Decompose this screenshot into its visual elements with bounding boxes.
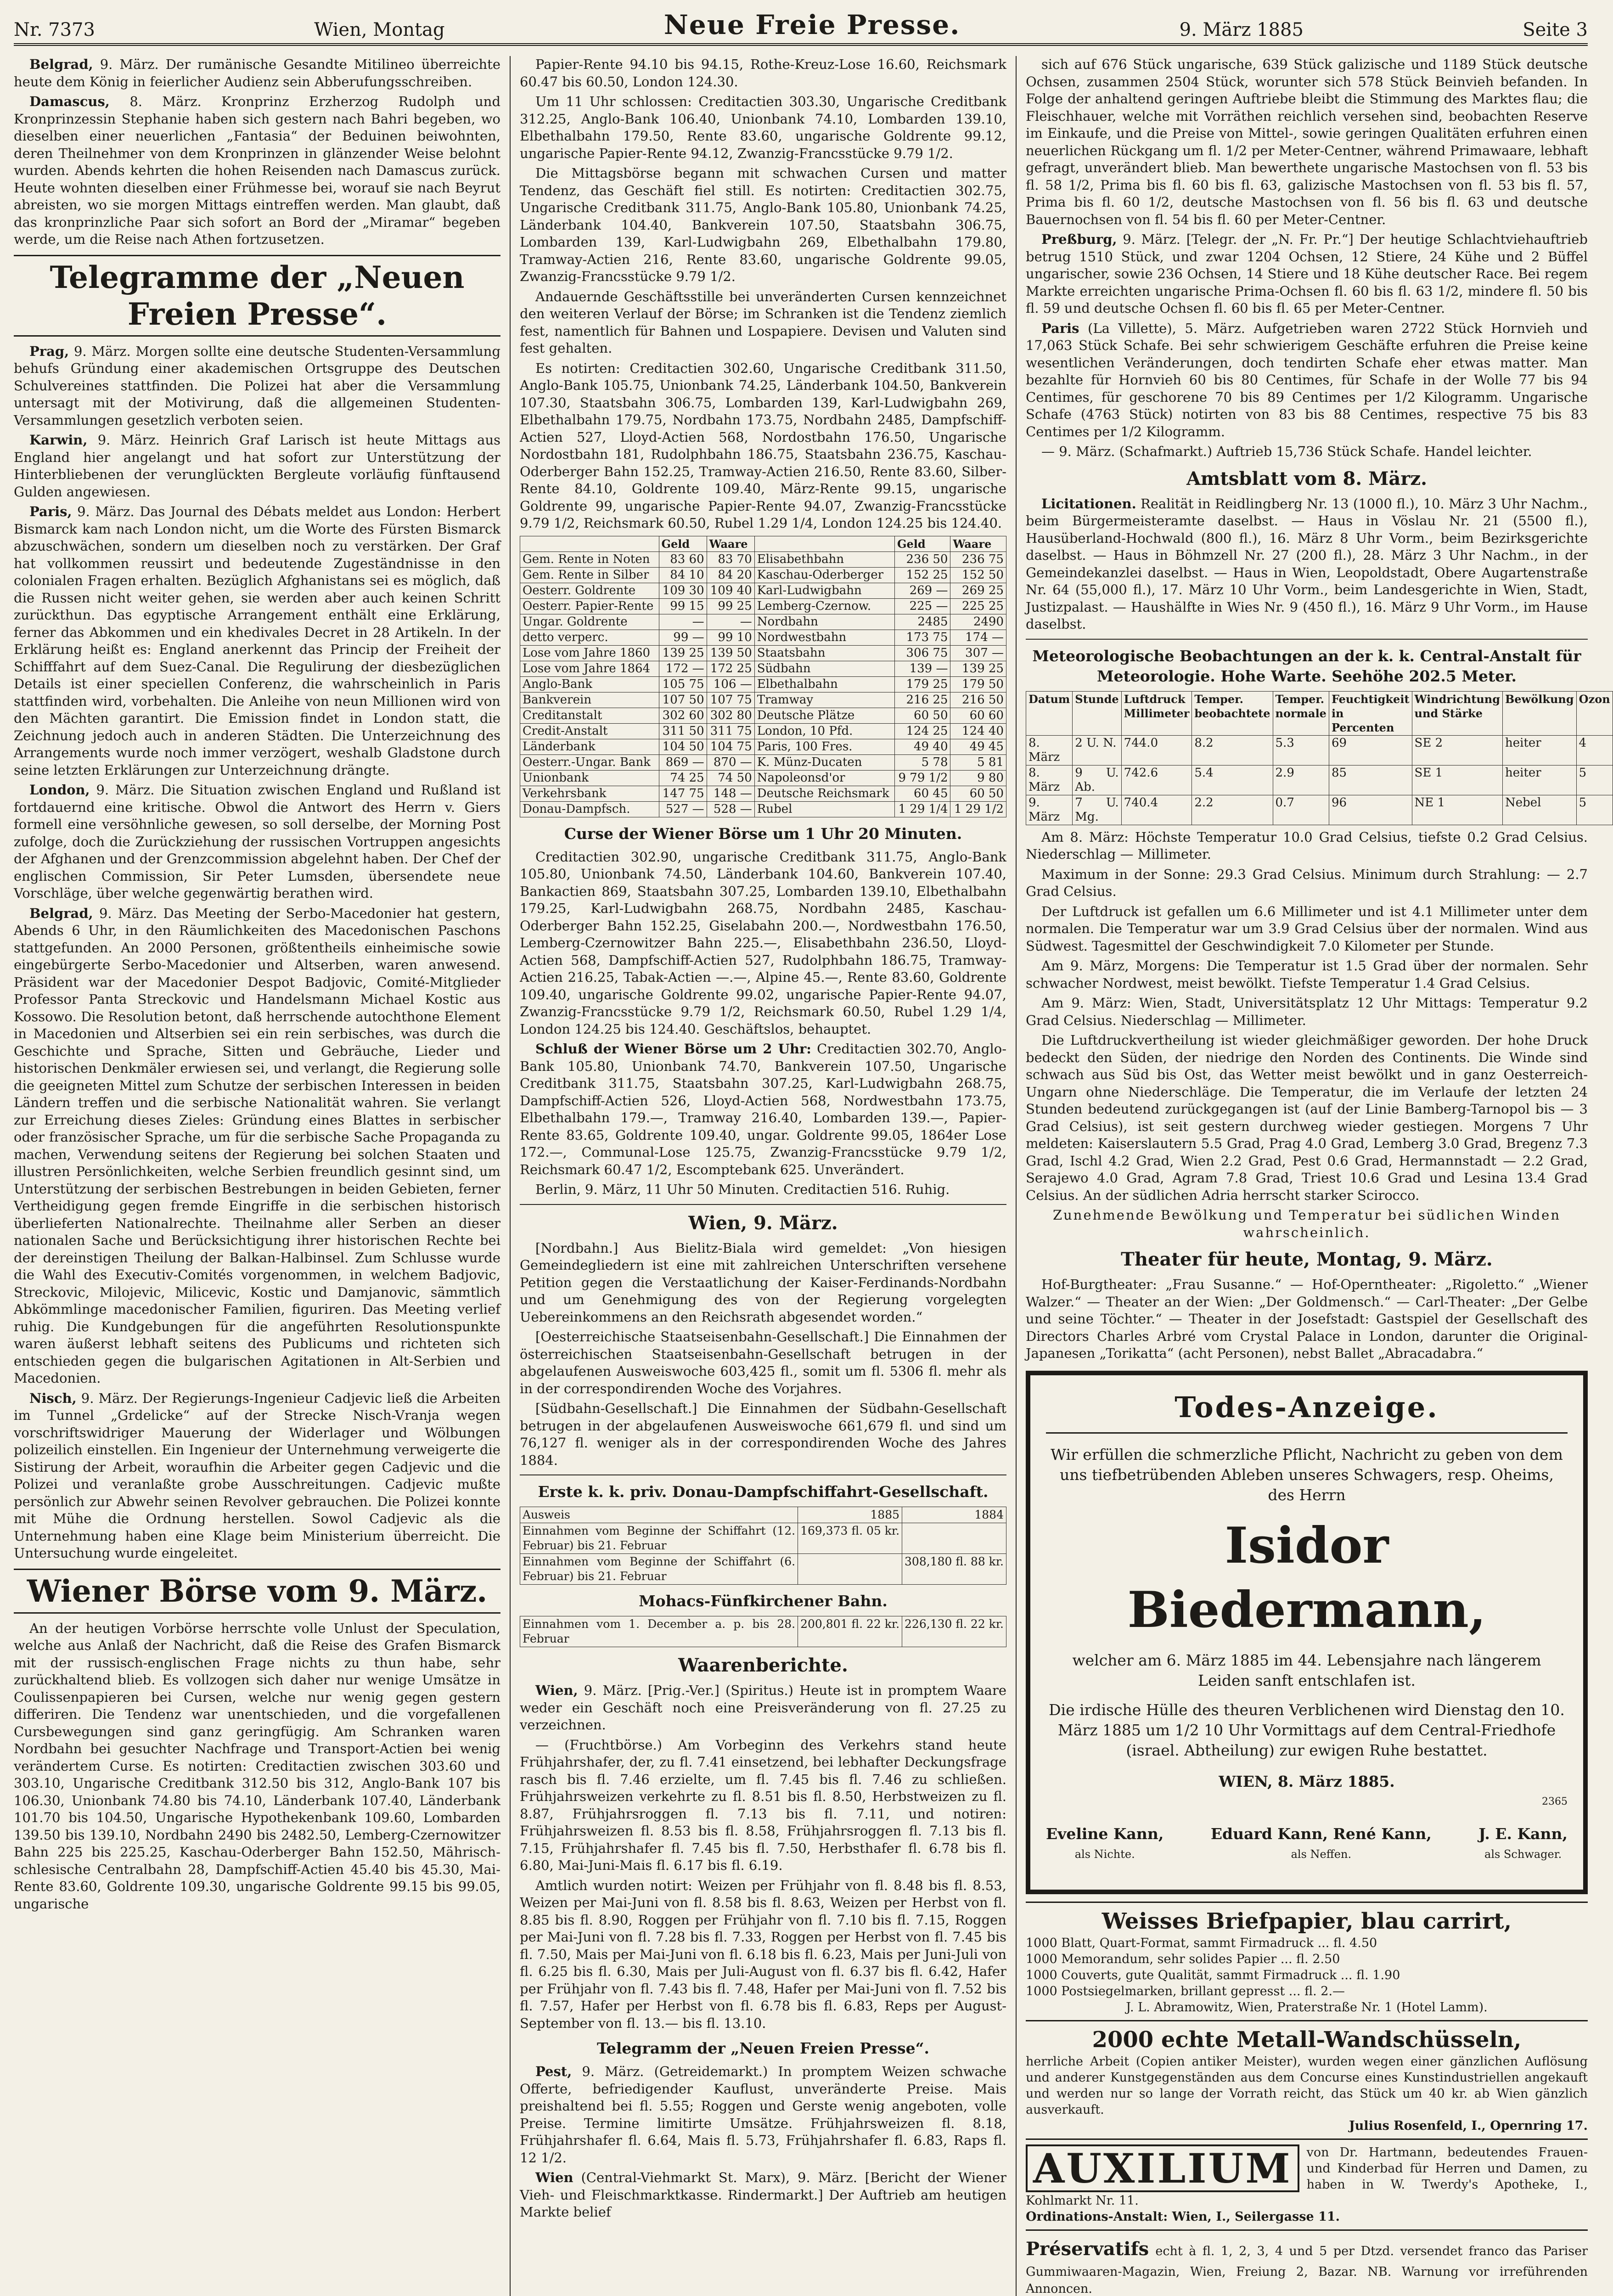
column-3	[1026, 56, 1610, 2296]
signer-2: Eduard Kann, René Kann, als Neffen.	[1210, 1824, 1432, 1861]
mohacs-value-1884: 226,130 fl. 22 kr.	[902, 1616, 1006, 1647]
table-cell: Deutsche Plätze	[754, 708, 894, 723]
viehmarkt-cont: sich auf 676 Stück ungarische, 639 Stück galizische und 1189 Stück deutsche Ochsen, zusammen 2504 Stück, worunter sich 578 Stück Beinvieh befanden. In Folge der anhaltend geringen Auftriebe bleibt die Stimmung des Marktes flau; die Fleischhauer, welche mit Vorräthen reichlich versehen sind, beobachten Reserve im Einkaufe, und die Preise von Mittel-, sowie geringen Qualitäten erfuhren einen neuerlichen Rückgang um fl. 1/2 per Meter-Centner, während Primawaare, lebhaft gefragt, unverändert blieb. Man bewerthete ungarische Mastochsen von fl. 53 bis fl. 58 1/2, Prima bis fl. 60 bis fl. 63, galizische Mastochsen von fl. 53 bis fl. 57, Prima bis fl. 60 1/2, deutsche Mastochsen von fl. 56 bis fl. 63 und deutsche Bauernochsen von fl. 54 bis fl. 60 per Meter-Centner.	[1026, 56, 1588, 227]
table-cell: Staatsbahn	[754, 645, 894, 661]
ad-briefpapier-firm: J. L. Abramowitz, Wien, Praterstraße Nr. 1 (Hotel Lamm).	[1126, 2000, 1488, 2015]
mohacs-row: Einnahmen vom 1. December a. p. bis 28. Februar	[520, 1616, 798, 1647]
table-cell: 148 —	[707, 786, 754, 801]
table-cell: 2.2	[1192, 795, 1273, 825]
table-cell: 869 —	[659, 754, 707, 770]
table-cell: Oesterr. Papier-Rente	[520, 598, 659, 614]
meteo-header-cell: Stunde	[1073, 691, 1121, 735]
boerse-header-cell	[520, 536, 659, 551]
donau-heading: Erste k. k. priv. Donau-Dampfschiffahrt-Gesellschaft.	[538, 1483, 989, 1501]
ad-wandschuesseln-firm: Julius Rosenfeld, I., Opernring 17.	[1349, 2118, 1588, 2133]
table-cell: Gem. Rente in Silber	[520, 567, 659, 583]
table-row	[520, 708, 1006, 723]
table-cell: 106 —	[707, 676, 754, 692]
table-cell: 2485	[895, 614, 950, 630]
table-cell: Anglo-Bank	[520, 676, 659, 692]
waaren-heading: Waarenberichte.	[678, 1654, 848, 1676]
boerse-header-cell	[754, 536, 894, 551]
table-cell: 107 75	[707, 692, 754, 708]
list-item: 1000 Blatt, Quart-Format, sammt Firmadruck ... fl. 4.50	[1026, 1936, 1377, 1950]
ad-briefpapier-title: Weisses Briefpapier, blau carrirt,	[1102, 1908, 1512, 1934]
table-cell: 269 —	[895, 583, 950, 598]
meteo-header-cell: Feuchtigkeit in Percenten	[1329, 691, 1412, 735]
table-cell: London, 10 Pfd.	[754, 723, 894, 739]
boerse-cont-2: Um 11 Uhr schlossen: Creditactien 303.30, Ungarische Creditbank 312.25, Anglo-Bank 106.40, Unionbank 74.10, Lombarden 139.10, Elbethalbahn 179.50, Rente 83.60, ungarische Goldrente 99.12, ungarische Papier-Rente 94.12, Zwanzig-Francsstücke 9.79 1/2.	[520, 94, 1006, 161]
table-cell: 8. März	[1026, 735, 1073, 765]
table-cell: Unionbank	[520, 770, 659, 786]
spiritus-text: Wien, 9. März. [Prig.-Ver.] (Spiritus.) Heute ist in promptem Waare weder ein Geschäft noch eine Preisveränderung von fl. 27.25 zu verzeichnen.	[520, 1683, 1006, 1733]
death-notice-body: welcher am 6. März 1885 im 44. Lebensjahre nach längerem Leiden sanft entschlafen ist.	[1072, 1651, 1541, 1689]
table-cell: 5.3	[1273, 735, 1329, 765]
table-cell: —	[707, 614, 754, 630]
paris-villette-text: Paris (La Villette), 5. März. Aufgetrieben waren 2722 Stück Hornvieh und 17,063 Stück Schafe. Bei sehr schwierigem Geschäfte erfuhren die Preise keine wesentlichen Veränderungen, doch tendirten Schafe eher etwas matter. Man bezahlte für Hornvieh 60 bis 80 Centimes, für Schafe in der Wolle 77 bis 94 Centimes, für geschorene 70 bis 89 Centimes per 1/2 Kilogramm. Ungarische Schafe (4763 Stück) notirten von 83 bis 88 Centimes, respective 75 bis 83 Centimes per 1/2 Kilogramm.	[1026, 320, 1588, 439]
meteo-heading: Meteorologische Beobachtungen an der k. k. Central-Anstalt für Meteorologie. Hohe Warte. Seehöhe 202.5 Meter.	[1032, 647, 1581, 685]
masthead	[14, 9, 1588, 46]
schafmarkt-text: — 9. März. (Schafmarkt.) Auftrieb 15,736 Stück Schafe. Handel leichter.	[1041, 444, 1532, 459]
mohacs-value-1885: 200,801 fl. 22 kr.	[798, 1616, 902, 1647]
ad-wandschuesseln-title: 2000 echte Metall-Wandschüsseln,	[1092, 2026, 1522, 2053]
table-cell: Lose vom Jahre 1860	[520, 645, 659, 661]
article-damascus: Damascus, 8. März. Kronprinz Erzherzog Rudolph und Kronprinzessin Stephanie haben sich gestern nach Bahri begeben, wo dieselben einer neuerlichen „Fantasia“ der Beduinen beiwohnten, deren Theilnehmer von dem Kronprinzen in glänzender Weise belohnt wurden. Abends kehrten die hohen Reisenden nach Damascus zurück. Heute wohnten dieselben einer Frühmesse bei, worauf sie nach Beyrut abreisten, wo sie morgen Mittags eintreffen werden. Man glaubt, daß das kronprinzliche Paar sich sofort an Bord der „Miramar“ begeben werde, um die Reise nach Athen fortzusetzen.	[14, 94, 501, 247]
table-cell: 124 25	[895, 723, 950, 739]
table-cell: heiter	[1503, 765, 1577, 795]
meteo-text-3: Der Luftdruck ist gefallen um 6.6 Millimeter und ist 4.1 Millimeter unter dem normalen. Die Temperatur war um 3.9 Grad Celsius über der normalen. Wind aus Südwest. Tagesmittel der Geschwindigkeit 7.0 Kilometer per Stunde.	[1026, 903, 1588, 954]
table-cell: 99 —	[659, 630, 707, 645]
meteo-header-cell: Windrichtung und Stärke	[1412, 691, 1502, 735]
ad-briefpapier	[1026, 1902, 1588, 2020]
meteo-text-6: Die Luftdruckvertheilung ist wieder gleichmäßiger geworden. Der hohe Druck bedeckt den Süden, der niedrige den Norden des Continents. Die Winde sind schwach aus Süd bis Ost, das Wetter meist bewölkt und in ganz Oesterreich-Ungarn ohne Niederschläge. Die Temperatur, die im Verlaufe der letzten 24 Stunden bedeutend zurückgegangen ist (auf der Linie Bamberg-Tarnopol bis — 3 Grad Celsius), ist seit gestern durchweg wieder gestiegen. Morgens 7 Uhr meldeten: Kaiserslautern 5.5 Grad, Prag 4.0 Grad, Lemberg 3.0 Grad, Bregenz 7.3 Grad, Ischl 4.2 Grad, Wien 2.2 Grad, Pest 0.6 Grad, Hermannstadt — 2.2 Grad, Serajewo 4.0 Grad, Agram 7.8 Grad, Triest 10.6 Grad und Lesina 13.4 Grad Celsius. An der südlichen Adria herrscht starker Scirocco.	[1026, 1032, 1588, 1203]
table-row	[520, 583, 1006, 598]
table-row	[520, 723, 1006, 739]
table-cell: Oesterr.-Ungar. Bank	[520, 754, 659, 770]
table-row	[1026, 765, 1613, 795]
curse-heading: Curse der Wiener Börse um 1 Uhr 20 Minuten.	[564, 824, 962, 843]
table-cell: Paris, 100 Fres.	[754, 739, 894, 754]
meteo-table-body	[1026, 735, 1613, 825]
meteo-text-5: Am 9. März: Wien, Stadt, Universitätsplatz 12 Uhr Mittags: Temperatur 9.2 Grad Celsius. Niederschlag — Millimeter.	[1026, 995, 1588, 1028]
table-cell: 60 50	[950, 786, 1006, 801]
table-cell: 742.6	[1121, 765, 1192, 795]
meteo-header-cell: Datum	[1026, 691, 1073, 735]
boerse-cont-4: Andauernde Geschäftsstille bei unveränderten Cursen kennzeichnet den weiteren Verlauf der Börse; im Schranken ist die Tendenz ziemlich fest, namentlich für Bahnen und Lospapiere. Devisen und Valuten sind fest gehalten.	[520, 288, 1006, 356]
berlin-text: Berlin, 9. März, 11 Uhr 50 Minuten. Creditactien 516. Ruhig.	[535, 1182, 950, 1197]
table-cell: 1 29 1/2	[950, 801, 1006, 817]
ad-preservatifs-body: echt à fl. 1, 2, 3, 4 und 5 per Dtzd. versendet franco das Pariser Gummiwaaren-Magazin, Wien, Freiung 2, Bazar. NB. Warnung vor irreführenden Annoncen.	[1026, 2244, 1588, 2296]
table-row	[520, 598, 1006, 614]
schluss-text: Schluß der Wiener Börse um 2 Uhr: Creditactien 302.70, Anglo-Bank 105.80, Unionbank 74.70, Bankverein 107.50, Ungarische Creditbank 311.75, Staatsbahn 307.25, Karl-Ludwigbahn 268.75, Dampfschiff-Actien 526, Lloyd-Actien 568, Nordwestbahn 173.75, Elbethalbahn 179.—, Tramway 216.40, Lombarden 139.—, Papier-Rente 83.65, Goldrente 109.40, ungar. Goldrente 99.05, 1864er Lose 172.—, Communal-Lose 125.75, Zwanzig-Francsstücke 9.79 1/2, Reichsmark 60.47 1/2, Escomptebank 625. Unverändert.	[520, 1041, 1006, 1177]
table-cell: 99 25	[707, 598, 754, 614]
table-cell: Creditanstalt	[520, 708, 659, 723]
table-cell: 9. März	[1026, 795, 1073, 825]
table-cell: 96	[1329, 795, 1412, 825]
wien-heading: Wien, 9. März.	[688, 1212, 838, 1234]
table-cell: 147 75	[659, 786, 707, 801]
table-cell: 173 75	[895, 630, 950, 645]
donau-table	[520, 1507, 1006, 1585]
table-cell: 152 50	[950, 567, 1006, 583]
table-cell: 9 79 1/2	[895, 770, 950, 786]
table-cell: Südbahn	[754, 661, 894, 676]
ausweis-label: Ausweis	[520, 1507, 798, 1523]
newspaper-page	[14, 9, 1610, 2296]
table-row	[520, 770, 1006, 786]
article-paris: Paris, 9. März. Das Journal des Débats meldet aus London: Herbert Bismarck kam nach London nicht, um die Worte des Fürsten Bismarck abzuschwächen, sondern um dieselben noch zu verstärken. Der Graf hat vollkommen reussirt und bedeutende Zugeständnisse in den colonialen Fragen erhalten. Bezüglich Afghanistans sei es möglich, daß die Russen nicht weiter gehen, sie werden aber auch keinen Schritt zurückthun. Das egyptische Arrangement enthält eine Erklärung, ferner das Abkommen und ein khedivales Decret in 28 Artikeln. In der Erklärung heißt es: England anerkennt das Princip der Freiheit der Schifffahrt auf dem Suez-Canal. Die Regulirung der diesbezüglichen Details ist einer speciellen Conferenz, die wahrscheinlich in Paris stattfinden wird, vorbehalten. Die Anleihe von neun Millionen wird von den Mächten garantirt. Die Emission findet in London statt, die Zeichnung jedoch auch in anderen Städten. Die Unterzeichnung des Arrangements wurde noch immer verzögert, weshalb Gladstone durch seine letzten Erklärungen zur Unterzeichnung drängte.	[14, 504, 500, 778]
table-cell: 139 25	[950, 661, 1006, 676]
table-cell: 8.2	[1192, 735, 1273, 765]
table-row	[520, 614, 1006, 630]
table-cell: 740.4	[1121, 795, 1192, 825]
article-boerse: An der heutigen Vorbörse herrschte volle Unlust der Speculation, welche aus Anlaß der Nachricht, daß die Reise des Grafen Bismarck mit der russisch-englischen Frage nichts zu thun habe, sehr zurückhaltend blieb. Es vollzogen sich daher nur wenige Umsätze in Coulissenpapieren bei Cursen, welche nur wenig gegen gestern differiren. Die Tendenz war unentschieden, und die vorgefallenen Cursbewegungen sind ganz geringfügig. Am Schranken waren Nordbahn bei gesuchter Nachfrage und Transport-Actien bei wenig verändertem Curse. Es notirten: Creditactien zwischen 303.60 und 303.10, Ungarische Creditbank 312.50 bis 312, Anglo-Bank 107 bis 106.30, Unionbank 74.80 bis 74.10, Länderbank 107.40, Länderbank 101.70 bis 104.50, Ungarische Hypothekenbank 109.60, Lombarden 139.50 bis 139.10, Nordbahn 2490 bis 2482.50, Lemberg-Czernowitzer Bahn 225 bis 225.25, Kaschau-Oderberger Bahn 152.50, Mährisch-schlesische Centralbahn 28, Dampfschiff-Actien 45.40 bis 45.30, Mai-Rente 83.60, Goldrente 109.30, ungarische Goldrente 99.15 bis 99.05, ungarische	[14, 1620, 500, 1912]
column-rule-1	[510, 56, 511, 2296]
table-cell: Tramway	[754, 692, 894, 708]
pest-text: Pest, 9. März. (Getreidemarkt.) In promptem Weizen schwache Offerte, befriedigender Kauflust, unveränderte Preise. Mais preishaltend bei fl. 5.55; Roggen und Gerste wenig angeboten, volle Preise. Termine limitirte Umsätze. Frühjahrsweizen fl. 8.18, Frühjahrshafer fl. 6.64, Mais fl. 5.73, Frühjahrshafer fl. 6.83, Raps fl. 12 1/2.	[520, 2064, 1007, 2166]
table-cell: 744.0	[1121, 735, 1192, 765]
table-cell: 74 25	[659, 770, 707, 786]
boerse-table-body	[520, 551, 1006, 817]
table-row	[520, 692, 1006, 708]
list-item: 1000 Memorandum, sehr solides Papier ... fl. 2.50	[1026, 1952, 1340, 1966]
table-cell: 4	[1576, 735, 1613, 765]
theater-text: Hof-Burgtheater: „Frau Susanne.“ — Hof-Operntheater: „Rigoletto.“ „Wiener Walzer.“ — Theater an der Wien: „Der Goldmensch.“ — Carl-Theater: „Der Gelbe und seine Töchter.“ — Theater in der Josefstadt: Gastspiel der Gesellschaft des Directors Charles Arbré vom Crystal Palace in London, darunter die Original-Japanesen „Torikatta“ (acht Personen), nebst Ballet „Abracadabra.“	[1026, 1277, 1588, 1361]
table-cell: 306 75	[895, 645, 950, 661]
boerse-cont-1: Papier-Rente 94.10 bis 94.15, Rothe-Kreuz-Lose 16.60, Reichsmark 60.47 bis 60.50, London 124.30.	[520, 56, 1006, 90]
table-cell: 104 75	[707, 739, 754, 754]
ad-preservatifs-title: Préservatifs	[1026, 2238, 1149, 2260]
table-cell: 109 40	[707, 583, 754, 598]
table-cell: 0.7	[1273, 795, 1329, 825]
meteo-forecast: Zunehmende Bewölkung und Temperatur bei südlichen Winden wahrscheinlich.	[1052, 1207, 1561, 1240]
table-cell: 311 50	[659, 723, 707, 739]
table-cell: 124 40	[950, 723, 1006, 739]
death-notice-title: Todes-Anzeige.	[1046, 1389, 1568, 1434]
death-notice	[1026, 1371, 1588, 1894]
table-cell: 60 45	[895, 786, 950, 801]
table-row	[1026, 795, 1613, 825]
table-cell: Oesterr. Goldrente	[520, 583, 659, 598]
table-cell: 5	[1576, 795, 1613, 825]
meteo-header-cell: Temper. normale	[1273, 691, 1329, 735]
table-cell: 236 50	[895, 551, 950, 567]
table-cell: 49 45	[950, 739, 1006, 754]
table-cell: Elisabethbahn	[754, 551, 894, 567]
table-cell: Napoleonsd'or	[754, 770, 894, 786]
issue-number: Nr. 7373	[14, 19, 95, 40]
place-date: Wien, Montag	[314, 19, 445, 40]
table-cell: 174 —	[950, 630, 1006, 645]
table-cell: Verkehrsbank	[520, 786, 659, 801]
meteo-header-cell: Ozon	[1576, 691, 1613, 735]
table-cell: 139 25	[659, 645, 707, 661]
table-cell: Nordbahn	[754, 614, 894, 630]
table-cell: —	[659, 614, 707, 630]
curse-text: Creditactien 302.90, ungarische Creditbank 311.75, Anglo-Bank 105.80, Unionbank 74.50, Länderbank 104.60, Bankverein 107.40, Bankactien 869, Staatsbahn 307.25, Lombarden 139.10, Elbethalbahn 179.25, Karl-Ludwigbahn 268.75, Nordbahn 2485, Kaschau-Oderberger Bahn 152.25, Giselabahn 200.—, Nordwestbahn 176.50, Lemberg-Czernowitzer Bahn 225.—, Elisabethbahn 236.50, Lloyd-Actien 568, Dampfschiff-Actien 527, Rudolphbahn 186.75, Tramway-Actien 216.25, Tabak-Actien —.—, Alpine 45.—, Rente 83.60, Goldrente 109.40, ungarische Goldrente 99.02, ungarische Papier-Rente 94.07, Zwanzig-Francsstücke 9.79 1/2, Reichsmark 60.50, Rubel 1.29 1/4, London 124.25 bis 124.40. Geschäftslos, behauptet.	[520, 849, 1006, 1037]
table-cell: 2490	[950, 614, 1006, 630]
table-cell: SE 2	[1412, 735, 1502, 765]
table-row	[520, 661, 1006, 676]
boerse-table-header	[520, 536, 1006, 551]
page-number: Seite 3	[1523, 19, 1588, 40]
meteo-header-cell: Temper. beobachtete	[1192, 691, 1273, 735]
table-cell: 179 25	[895, 676, 950, 692]
meteo-header-cell: Luftdruck Millimeter	[1121, 691, 1192, 735]
table-cell: 1 29 1/4	[895, 801, 950, 817]
table-cell: 311 75	[707, 723, 754, 739]
table-cell: Ungar. Goldrente	[520, 614, 659, 630]
signer-1: Eveline Kann, als Nichte.	[1046, 1824, 1164, 1861]
table-cell: Lose vom Jahre 1864	[520, 661, 659, 676]
paper-name: Neue Freie Presse.	[663, 9, 961, 40]
amtsblatt-heading: Amtsblatt vom 8. März.	[1186, 467, 1428, 490]
table-row	[520, 645, 1006, 661]
death-notice-intro: Wir erfüllen die schmerzliche Pflicht, Nachricht zu geben von dem uns tiefbetrübenden Ableben unseres Schwagers, resp. Oheims, des Herrn	[1051, 1445, 1563, 1504]
boerse-header-cell: Geld	[659, 536, 707, 551]
table-cell: 49 40	[895, 739, 950, 754]
table-cell: 527 —	[659, 801, 707, 817]
table-cell: 7 U. Mg.	[1073, 795, 1121, 825]
table-cell: 105 75	[659, 676, 707, 692]
meteo-text-1: Am 8. März: Höchste Temperatur 10.0 Grad Celsius, tiefste 0.2 Grad Celsius. Niederschlag — Millimeter.	[1026, 829, 1588, 862]
table-cell: 139 50	[707, 645, 754, 661]
table-row	[520, 801, 1006, 817]
table-cell: Bankverein	[520, 692, 659, 708]
table-cell: 172 25	[707, 661, 754, 676]
table-cell: 2 U. N.	[1073, 735, 1121, 765]
table-cell: 139 —	[895, 661, 950, 676]
table-cell: SE 1	[1412, 765, 1502, 795]
table-cell: 172 —	[659, 661, 707, 676]
issue-date: 9. März 1885	[1179, 19, 1304, 40]
ad-wandschuesseln-body: herrliche Arbeit (Copien antiker Meister), wurden wegen einer gänzlichen Auflösung und anderer Kunstgegenständen aus dem Concurse eines Kunstindustriellen angekauft und werden nur so lange der Vorrath reicht, das Stück um 40 kr. ab Wien gänzlich ausverkauft.	[1026, 2054, 1588, 2117]
boerse-cont-3: Die Mittagsbörse begann mit schwachen Cursen und matter Tendenz, das Geschäft fiel still. Es notirten: Creditactien 302.75, Ungarische Creditbank 311.75, Anglo-Bank 105.80, Unionbank 74.25, Länderbank 104.40, Bankverein 107.50, Staatsbahn 306.75, Lombarden 139, Karl-Ludwigbahn 269, Elbethalbahn 179.80, Tramway-Actien 216, Rente 83.60, ungarische Goldrente 99.05, Zwanzig-Francsstücke 9.79 1/2.	[520, 165, 1006, 284]
table-cell: 302 60	[659, 708, 707, 723]
table-cell: detto verperc.	[520, 630, 659, 645]
table-row	[520, 551, 1006, 567]
mohacs-heading: Mohacs-Fünfkirchener Bahn.	[639, 1592, 888, 1610]
meteo-header-cell: Bewölkung	[1503, 691, 1577, 735]
table-row	[520, 739, 1006, 754]
article-belgrad-2: Belgrad, 9. März. Das Meeting der Serbo-Macedonier hat gestern, Abends 6 Uhr, in den Räumlichkeiten des Macedonischen Paschons stattgefunden. An 2000 Personen, größtentheils einheimische sowie eingebürgerte Serbo-Macedonier und Altserben, waren anwesend. Präsident war der Macedonier Despot Badjovic, Comité-Mitglieder Professor Panta Streckovic und Handelsmann Michael Kostic aus Kossowo. Die Resolution betont, daß herrschende autochthone Element in Macedonien und Altserbien sei ein rein serbisches, was durch die Geschichte und Sprache, Sitten und Gebräuche, Lieder und historischen Denkmäler erwiesen sei, und verlangt, die Regierung solle die geeigneten Mittel zum Schutze der serbischen Interessen in beiden Ländern treffen und die serbische Nationalität wahren. Sie verlangt zur Erreichung dieses Zieles: Gründung eines Blattes in serbischer oder französischer Sprache, um für die serbische Sache Propaganda zu machen, Verwendung seitens der Regierung bei solchen Staaten und illustren Persönlichkeiten, welche Serbien freundlich gesinnt sind, um Unterstützung der serbischen Bestrebungen in beiden Gebieten, ferner Vertheidigung gegen fremde Eingriffe in die serbischen historisch überlieferten Nationalrechte. Theilnahme aller Serben an dieser nationalen Sache und Berücksichtigung ihrer historischen Rechte bei der dereinstigen Theilung der Balkan-Halbinsel. Zum Schlusse wurde die Wahl des Executiv-Comités vorgenommen, in welchem Badjovic, Streckovic, Milojevic, Milicevic, Kostic und Damjanovic, sämmtlich Abkömmlinge macedonischer Familien, figuriren. Das Meeting verlief ruhig. Die Kundgebungen für die angeführten Resolutionspunkte waren äußerst lebhaft seitens des Publicums und richteten sich entschieden gegen die bulgarischen Agitationen in Alt-Serbien und Macedonien.	[14, 905, 500, 1386]
table-cell: 152 25	[895, 567, 950, 583]
table-cell: Lemberg-Czernow.	[754, 598, 894, 614]
telegram-heading: Telegramme der „Neuen Freien Presse“.	[14, 255, 500, 337]
boerse-header-cell: Waare	[707, 536, 754, 551]
pressburg-text: Preßburg, 9. März. [Telegr. der „N. Fr. Pr.“] Der heutige Schlachtviehauftrieb betrug 1510 Stück, und zwar 1204 Ochsen, 12 Stiere, 24 Kühe und 2 Büffel ungarischer, sowie 236 Ochsen, 14 Stiere und 18 Kühe deutscher Race. Bei regem Markte erreichten ungarische Prima-Ochsen fl. 60 bis fl. 63 1/2, mindere fl. 50 bis fl. 59 und deutsche Ochsen fl. 60 bis fl. 65 per Meter-Centner.	[1026, 231, 1588, 316]
table-cell: 9 80	[950, 770, 1006, 786]
table-cell: 69	[1329, 735, 1412, 765]
table-cell: 870 —	[707, 754, 754, 770]
boerse-heading: Wiener Börse vom 9. März.	[14, 1569, 500, 1614]
table-cell: K. Münz-Ducaten	[754, 754, 894, 770]
table-cell: heiter	[1503, 735, 1577, 765]
table-cell: 179 50	[950, 676, 1006, 692]
table-cell: 74 50	[707, 770, 754, 786]
table-cell: 85	[1329, 765, 1412, 795]
divider	[1026, 639, 1588, 640]
donau-row-1-value: 169,373 fl. 05 kr.	[798, 1523, 902, 1554]
ad-wandschuesseln	[1026, 2020, 1588, 2138]
suedbahn-text: [Südbahn-Gesellschaft.] Die Einnahmen der Südbahn-Gesellschaft betrugen in der abgelaufenen Ausweiswoche 661,679 fl. und sind um 76,127 fl. weniger als in der correspondirenden Woche des Jahres 1884.	[520, 1401, 1006, 1468]
table-cell: Nordwestbahn	[754, 630, 894, 645]
table-cell: 225 25	[950, 598, 1006, 614]
table-cell: Kaschau-Oderberger	[754, 567, 894, 583]
table-cell: Gem. Rente in Noten	[520, 551, 659, 567]
divider	[520, 1474, 1006, 1475]
table-cell: 83 60	[659, 551, 707, 567]
table-cell: Elbethalbahn	[754, 676, 894, 692]
table-cell: 216 25	[895, 692, 950, 708]
ad-auxilium-body: von Dr. Hartmann, bedeutendes Frauen- und Kinderbad für Herren und Damen, zu haben in W. Twerdy's Apotheke, I., Kohlmarkt Nr. 11.	[1026, 2145, 1588, 2208]
column-rule-2	[1016, 56, 1017, 2296]
table-cell: 528 —	[707, 801, 754, 817]
table-cell: 9 U. Ab.	[1073, 765, 1121, 795]
staatseisenbahn-text: [Oesterreichische Staatseisenbahn-Gesellschaft.] Die Einnahmen der österreichischen Staatseisenbahn-Gesellschaft betrugen in der abgelaufenen Ausweiswoche 603,425 fl., somit um fl. 5306 fl. mehr als in der correspondirenden Woche des Vorjahres.	[520, 1329, 1006, 1396]
divider	[520, 1204, 1006, 1205]
table-row	[520, 786, 1006, 801]
meteo-table	[1026, 691, 1613, 825]
table-cell: 302 80	[707, 708, 754, 723]
ad-auxilium	[1026, 2138, 1588, 2229]
telegram-heading-2: Telegramm der „Neuen Freien Presse“.	[596, 2039, 930, 2057]
table-row	[520, 567, 1006, 583]
article-nisch: Nisch, 9. März. Der Regierungs-Ingenieur Cadjevic ließ die Arbeiten im Tunnel „Grdelicke“ auf der Strecke Nisch-Vranja wegen vorschriftswidriger Mauerung der Widerlager und Wölbungen polizeilich einstellen. Ein Ingenieur der Unternehmung verweigerte die Sistirung der Arbeit, woraufhin die Arbeiter gegen Cadjevic und die Polizei und veranlaßte grobe Ausschreitungen. Cadjevic mußte persönlich zur Abwehr seinen Revolver gebrauchen. Die Polizei konnte mit Mühe die Ordnung herstellen. Sowol Cadjevic als die Unternehmung haben eine Klage beim Ministerium überreicht. Die Untersuchung wurde eingeleitet.	[14, 1390, 500, 1561]
amtlich-text: Amtlich wurden notirt: Weizen per Frühjahr von fl. 8.48 bis fl. 8.53, Weizen per Mai-Juni von fl. 8.58 bis fl. 8.63, Weizen per Herbst von fl. 8.85 bis fl. 8.90, Roggen per Frühjahr von fl. 7.10 bis fl. 7.15, Roggen per Mai-Juni von fl. 7.28 bis fl. 7.33, Roggen per Herbst von fl. 7.45 bis fl. 7.50, Mais per Mai-Juni von fl. 6.18 bis fl. 6.23, Mais per Juni-Juli von fl. 6.25 bis fl. 6.30, Mais per Juli-August von fl. 6.37 bis fl. 6.42, Hafer per Frühjahr von fl. 7.43 bis fl. 7.48, Hafer per Mai-Juni von fl. 7.52 bis fl. 7.57, Hafer per Herbst von fl. 6.78 bis fl. 6.83, Reps per August-September von fl. 13.— bis fl. 13.10.	[520, 1877, 1006, 2031]
boerse-header-cell: Waare	[950, 536, 1006, 551]
donau-row-1: Einnahmen vom Beginne der Schiffahrt (12. Februar) bis 21. Februar	[520, 1523, 798, 1554]
table-cell: NE 1	[1412, 795, 1502, 825]
deceased-name: Isidor Biedermann,	[1127, 1516, 1486, 1639]
table-cell: 109 30	[659, 583, 707, 598]
boerse-header-cell: Geld	[895, 536, 950, 551]
column-1	[14, 56, 500, 2296]
article-prag: Prag, 9. März. Morgen sollte eine deutsche Studenten-Versammlung behufs Gründung einer akademischen Ortsgruppe des Deutschen Schulvereines stattfinden. Die Polizei hat aber die Versammlung untersagt mit der Motivirung, daß die allgemeinen Studenten-Versammlungen gesetzlich verboten seien.	[14, 343, 501, 428]
table-cell: 104 50	[659, 739, 707, 754]
table-row	[520, 754, 1006, 770]
table-cell: 8. März	[1026, 765, 1073, 795]
year-1885: 1885	[798, 1507, 902, 1523]
table-cell: 236 75	[950, 551, 1006, 567]
death-notice-funeral: Die irdische Hülle des theuren Verblichenen wird Dienstag den 10. März 1885 um 1/2 10 Uhr Vormittags auf dem Central-Friedhofe (israel. Abtheilung) zur ewigen Ruhe bestattet.	[1049, 1700, 1565, 1759]
death-notice-code: 2365	[1542, 1795, 1568, 1807]
article-london: London, 9. März. Die Situation zwischen England und Rußland ist fortdauernd eine kritische. Obwol die Antwort des Herrn v. Giers formell eine versöhnliche gewesen, so soll derselbe, der Morning Post zufolge, doch die Zurückziehung der russischen Vortruppen angesichts der Afghanen und der Grenzcommission abgelehnt haben. Der Chef der englischen Commission, Sir Peter Lumsden, übersendete neue Vorschläge, über welche gegenwärtig berathen wird.	[14, 782, 501, 901]
table-cell: 225 —	[895, 598, 950, 614]
table-cell: 5 81	[950, 754, 1006, 770]
table-cell: 5.4	[1192, 765, 1273, 795]
column-2	[520, 56, 1006, 2296]
meteo-text-4: Am 9. März, Morgens: Die Temperatur ist 1.5 Grad über der normalen. Sehr schwacher Nordwest, meist bewölkt. Tiefste Temperatur 1.4 Grad Celsius.	[1026, 958, 1588, 991]
meteo-table-header	[1026, 691, 1613, 735]
signer-3: J. E. Kann, als Schwager.	[1478, 1824, 1568, 1861]
table-cell: 216 50	[950, 692, 1006, 708]
meteo-text-2: Maximum in der Sonne: 29.3 Grad Celsius. Minimum durch Strahlung: — 2.7 Grad Celsius.	[1026, 866, 1588, 899]
ad-preservatifs	[1026, 2229, 1588, 2296]
table-cell: 107 50	[659, 692, 707, 708]
table-cell: Donau-Dampfsch.	[520, 801, 659, 817]
donau-row-2-value: 308,180 fl. 88 kr.	[902, 1554, 1006, 1585]
table-cell: 2.9	[1273, 765, 1329, 795]
table-cell: 5	[1576, 765, 1613, 795]
table-cell: 84 10	[659, 567, 707, 583]
list-item: 1000 Couverts, gute Qualität, sammt Firmadruck ... fl. 1.90	[1026, 1968, 1400, 1982]
table-cell: 99 15	[659, 598, 707, 614]
donau-row-2: Einnahmen vom Beginne der Schiffahrt (6. Februar) bis 21. Februar	[520, 1554, 798, 1585]
table-cell: Karl-Ludwigbahn	[754, 583, 894, 598]
year-1884: 1884	[902, 1507, 1006, 1523]
table-cell: 60 60	[950, 708, 1006, 723]
table-cell: 99 10	[707, 630, 754, 645]
table-row	[520, 630, 1006, 645]
ad-briefpapier-rows	[1026, 1935, 1588, 1999]
table-row	[1026, 735, 1613, 765]
article-karwin: Karwin, 9. März. Heinrich Graf Larisch ist heute Mittags aus England hier angelangt und hat sofort zur Unterstützung der Hinterbliebenen der verunglückten Bergleute vorläufig fünftausend Gulden angewiesen.	[14, 432, 501, 500]
table-row	[520, 676, 1006, 692]
auxilium-logo: AUXILIUM	[1026, 2144, 1299, 2192]
signers	[1046, 1824, 1568, 1864]
death-notice-place: WIEN, 8. März 1885.	[1219, 1772, 1395, 1790]
fruchtboerse-text: — (Fruchtbörse.) Am Vorbeginn des Verkehrs stand heute Frühjahrshafer, der, zu fl. 7.41 einsetzend, bei lebhafter Deckungsfrage rasch bis fl. 7.46 erzielte, um fl. 7.45 bis fl. 7.46 zu schließen. Frühjahrsweizen verkehrte zu fl. 8.51 bis fl. 8.50, Herbstweizen zu fl. 8.87, Frühjahrsroggen fl. 7.13 bis fl. 7.11, und notiren: Frühjahrsweizen fl. 8.53 bis fl. 8.58, Frühjahrsroggen fl. 7.13 bis fl. 7.15, Frühjahrshafer fl. 7.45 bis fl. 7.50, Herbsthafer fl. 6.78 bis fl. 6.80, Mai-Juni-Mais fl. 6.17 bis fl. 6.19.	[520, 1737, 1006, 1873]
table-cell: 84 20	[707, 567, 754, 583]
boerse-cont-5: Es notirten: Creditactien 302.60, Ungarische Creditbank 311.50, Anglo-Bank 105.75, Unionbank 74.25, Länderbank 104.50, Bankverein 107.30, Staatsbahn 306.75, Lombarden 139, Karl-Ludwigbahn 269, Elbethalbahn 179.75, Nordbahn 173.75, Nordbahn 2485, Dampfschiff-Actien 527, Lloyd-Actien 568, Nordostbahn 176.50, Ungarische Nordostbahn 181, Rudolphbahn 186.75, Staatsbahn 236.75, Kaschau-Oderberger Bahn 152.25, Tramway-Actien 216.50, Rente 83.60, Silber-Rente 84.10, Goldrente 109.40, März-Rente 99.15, ungarische Goldrente 99, ungarische Papier-Rente 94.07, Zwanzig-Francsstücke 9.79 1/2, Reichsmark 60.50, Rubel 1.29 1/4, London 124.25 bis 124.40.	[520, 360, 1006, 531]
viehmarkt-text: Wien (Central-Viehmarkt St. Marx), 9. März. [Bericht der Wiener Vieh- und Fleischmarktkasse. Rindermarkt.] Der Auftrieb am heutigen Markte belief	[520, 2170, 1007, 2220]
table-cell: Credit-Anstalt	[520, 723, 659, 739]
table-cell: Deutsche Reichsmark	[754, 786, 894, 801]
mohacs-table	[520, 1616, 1006, 1647]
table-cell: 60 50	[895, 708, 950, 723]
article-belgrad-1: Belgrad, 9. März. Der rumänische Gesandte Mitilineo überreichte heute dem König in feierlicher Audienz sein Abberufungsschreiben.	[14, 56, 501, 90]
table-cell: Rubel	[754, 801, 894, 817]
table-cell: 5 78	[895, 754, 950, 770]
theater-heading: Theater für heute, Montag, 9. März.	[1121, 1249, 1493, 1270]
ad-auxilium-footer: Ordinations-Anstalt: Wien, I., Seilergasse 11.	[1026, 2209, 1340, 2224]
boerse-table	[520, 536, 1006, 817]
nordbahn-text: [Nordbahn.] Aus Bielitz-Biala wird gemeldet: „Von hiesigen Gemeindegliedern ist eine mit zahlreichen Unterschriften versehene Petition gegen die Verstaatlichung der Kaiser-Ferdinands-Nordbahn und um Genehmigung des von der Regierung vorgelegten Uebereinkommens an den Reichsrath abgesendet worden.“	[520, 1240, 1006, 1325]
licitationen-text: Licitationen. Realität in Reidlingberg Nr. 13 (1000 fl.), 10. März 3 Uhr Nachm., beim Bürgermeisteramte daselbst. — Haus in Vöslau Nr. 21 (5500 fl.), Hausüberland-Hochwald (800 fl.), 16. März 8 Uhr Vorm., beim Bezirksgerichte daselbst. — Haus in Böhmzell Nr. 27 (200 fl.), 28. März 3 Uhr Nachm., in der Gemeindekanzlei daselbst. — Haus in Wien, Leopoldstadt, Obere Augartenstraße Nr. 64 (55,000 fl.), 17. März 10 Uhr Vorm., beim Landesgerichte in Wien, Stadt, Justizpalast. — Haushälfte in Wies Nr. 9 (450 fl.), 16. März 9 Uhr Vorm., im Hause daselbst.	[1026, 495, 1588, 632]
table-cell: 83 70	[707, 551, 754, 567]
table-cell: 307 —	[950, 645, 1006, 661]
table-cell: Länderbank	[520, 739, 659, 754]
list-item: 1000 Postsiegelmarken, brillant gepresst ... fl. 2.—	[1026, 1984, 1345, 1998]
table-cell: Nebel	[1503, 795, 1577, 825]
table-cell: 269 25	[950, 583, 1006, 598]
